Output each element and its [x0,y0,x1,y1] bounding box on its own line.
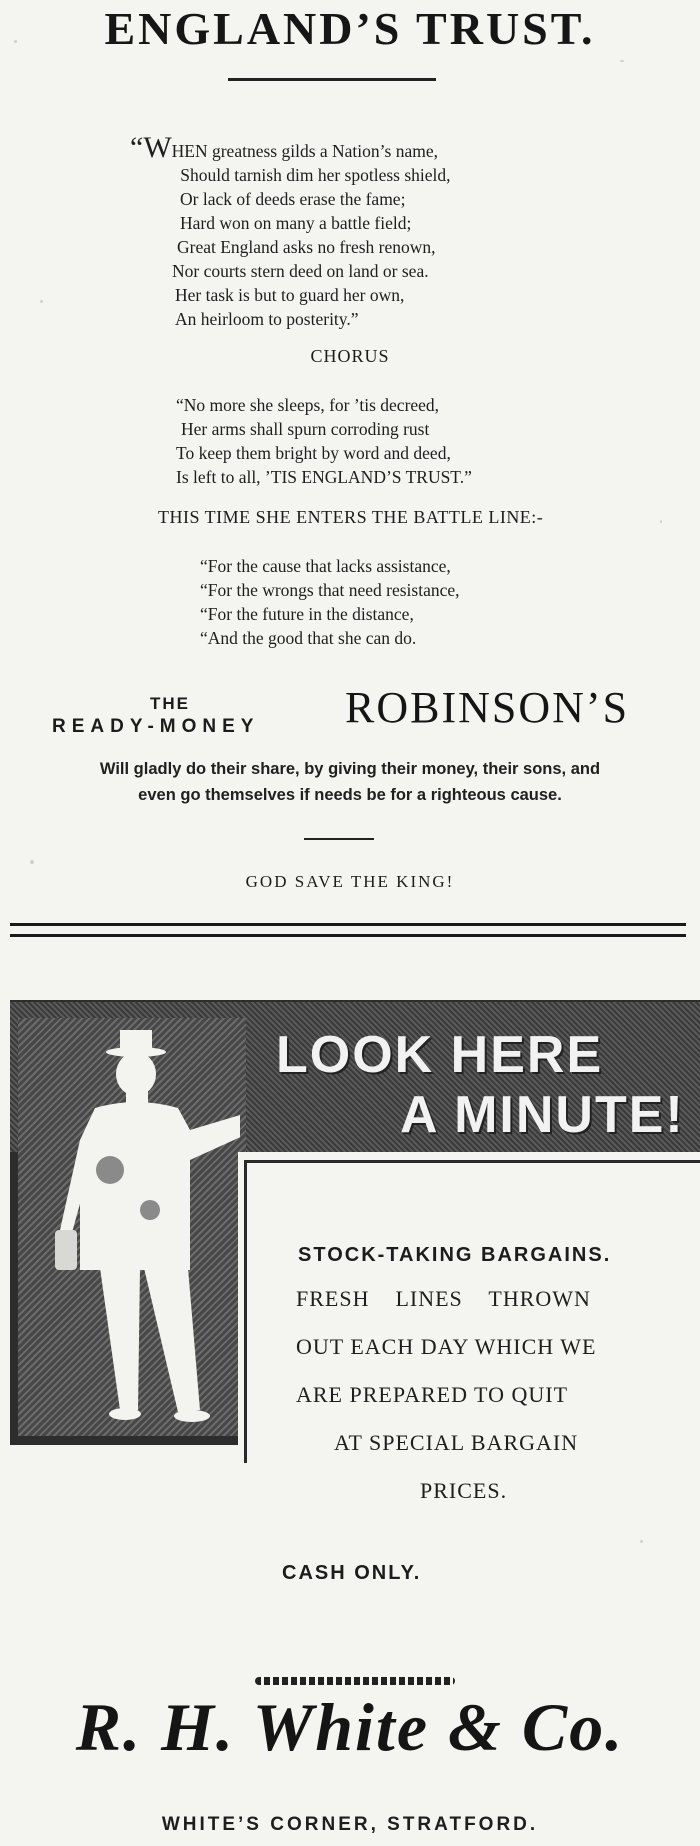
firm-name: R. H. White & Co. [75,1689,625,1765]
chorus-line: To keep them bright by word and deed, [176,443,451,463]
battle-line-heading: THIS TIME SHE ENTERS THE BATTLE LINE:- [158,507,544,527]
title-divider [228,78,436,81]
advert-body-line: PRICES. [420,1478,508,1503]
print-speck [660,520,662,523]
advert-body-line: AT SPECIAL BARGAIN [334,1430,579,1455]
gentleman-figure-illustration [40,1030,240,1430]
verse-line: An heirloom to posterity.” [175,309,359,329]
print-speck [40,300,43,303]
drop-capital: “W [130,131,172,164]
verse-line: Hard won on many a battle field; [180,213,412,233]
chorus-line: Her arms shall spurn corroding rust [181,419,430,439]
article-title: ENGLAND’S TRUST. [104,3,596,54]
stock-taking-heading: STOCK-TAKING BARGAINS. [298,1244,612,1266]
god-save-the-king: GOD SAVE THE KING! [245,872,455,891]
gladly-line-1: Will gladly do their share, by giving their money, their sons, and [99,760,601,778]
section-rule-top [10,923,686,926]
the-label: THE [150,694,190,713]
section-rule-bottom [10,934,686,937]
chorus-heading: CHORUS [310,346,390,366]
verse-line: “For the wrongs that need resistance, [200,580,460,600]
advert-body-line: FRESH LINES THROWN [296,1286,591,1311]
verse-line: Her task is but to guard her own, [175,285,405,305]
look-here-headline: LOOK HERE [276,1026,604,1084]
verse-line: Should tarnish dim her spotless shield, [154,165,451,185]
verse-line: “For the future in the distance, [200,604,414,624]
print-speck [640,1540,643,1543]
verse-line: “For the cause that lacks assistance, [200,556,451,576]
print-speck [620,60,624,62]
advert-body-line: ARE PREPARED TO QUIT [296,1382,569,1407]
cash-only: CASH ONLY. [282,1562,422,1584]
robinsons-name: ROBINSON’S [345,683,630,732]
verse-line: “And the good that she can do. [200,628,417,648]
verse-line: Great England asks no fresh renown, [177,237,436,257]
a-minute-headline: A MINUTE! [400,1086,685,1144]
chorus [176,393,472,489]
firm-address: WHITE’S CORNER, STRATFORD. [161,1814,539,1835]
chorus-line: Is left to all, ’TIS ENGLAND’S TRUST.” [176,467,472,487]
ready-money-label: READY-MONEY [52,716,260,737]
print-speck [30,860,34,864]
gladly-line-2: even go themselves if needs be for a righteous cause. [138,786,562,804]
advert-body-line: OUT EACH DAY WHICH WE [296,1334,597,1359]
verse-line: “WHEN greatness gilds a Nation’s name, [130,131,438,164]
chorus-line: “No more she sleeps, for ’tis decreed, [176,395,440,415]
verse-two [200,554,460,650]
verse-line: Nor courts stern deed on land or sea. [172,261,429,281]
ornamental-divider [255,1677,455,1685]
short-divider [304,838,374,840]
advert-body [296,1275,646,1515]
verse-one [130,131,451,331]
verse-line: Or lack of deeds erase the fame; [180,189,406,209]
